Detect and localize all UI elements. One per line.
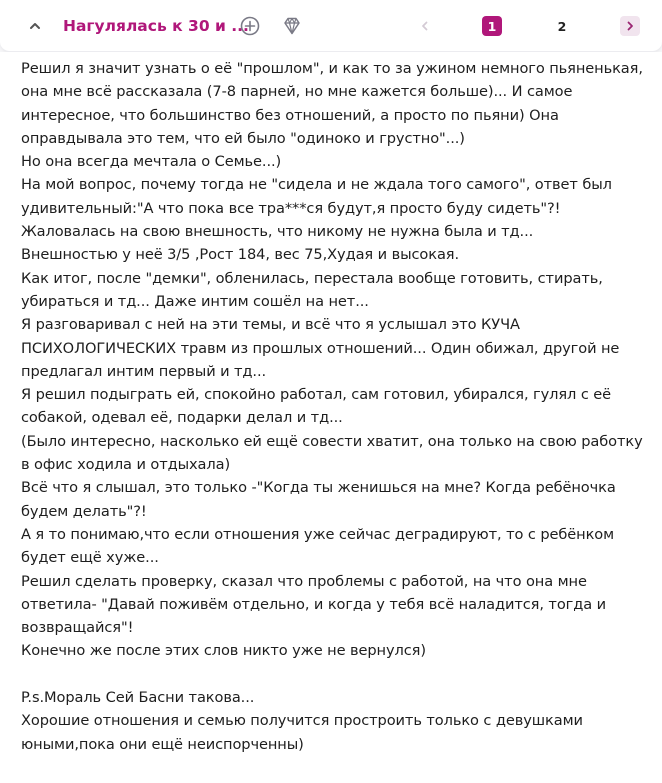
post-content <box>0 52 662 783</box>
text-line: будет ещё хуже... <box>21 549 159 567</box>
text-line: она мне всё рассказала (7-8 парней, но мне кажется больше)... И самое <box>21 83 573 101</box>
text-line: юными,пока они ещё неиспорченны) <box>21 735 304 753</box>
blank-line <box>21 663 649 686</box>
diamond-icon <box>281 15 303 37</box>
text-line: будем делать"?! <box>21 502 147 520</box>
text-line: убираться и тд... Даже интим сошёл на нет... <box>21 292 369 310</box>
text-line: На мой вопрос, почему тогда не "сидела и не ждала того самого", ответ был <box>21 176 612 194</box>
text-line: P.s.Мораль Сей Басни такова... <box>21 689 255 707</box>
text-line: Как итог, после "демки", обленилась, перестала вообще готовить, стирать, <box>21 269 603 287</box>
text-line: Внешностью у неё 3/5 ,Рост 184, вес 75,Худая и высокая. <box>21 246 460 264</box>
text-line: А я то понимаю,что если отношения уже сейчас деградируют, то с ребёнком <box>21 525 615 543</box>
text-line: в офис ходила и отдыхала) <box>21 456 231 474</box>
text-line: Хорошие отношения и семью получится простроить только с девушками <box>21 712 583 730</box>
text-line: Я разговаривал с ней на эти темы, и всё что я услышал это КУЧА <box>21 316 520 334</box>
chevron-left-icon <box>419 20 431 32</box>
text-line: Решил сделать проверку, сказал что проблемы с работой, на что она мне <box>21 572 587 590</box>
text-line: Всё что я слышал, это только -"Когда ты женишься на мне? Когда ребёночка <box>21 479 616 497</box>
text-line: предлагал интим первый и тд... <box>21 362 267 380</box>
add-button[interactable] <box>238 14 262 38</box>
text-line: оправдывала это тем, что ей было "одиноко и грустно"...) <box>21 129 465 147</box>
text-line: ответила- "Давай поживём отдельно, и когда у тебя всё наладится, тогда и <box>21 595 606 613</box>
text-line: Конечно же после этих слов никто уже не вернулся) <box>21 642 426 660</box>
chevron-right-icon <box>624 20 636 32</box>
text-line: (Было интересно, насколько ей ещё совести хватит, она только на свою работку <box>21 432 643 450</box>
prev-page-button[interactable] <box>415 16 435 36</box>
page-1-button[interactable]: 1 <box>482 16 502 36</box>
post-body <box>21 57 649 756</box>
text-line: Я решил подыграть ей, спокойно работал, сам готовил, убирался, гулял с её <box>21 386 612 404</box>
text-line: удивительный:"А что пока все тра***ся будут,я просто буду сидеть"?! <box>21 199 561 217</box>
text-line: собакой, одевал её, подарки делал и тд... <box>21 409 343 427</box>
text-line: ПСИХОЛОГИЧЕСКИХ травм из прошлых отношений... Один обижал, другой не <box>21 339 620 357</box>
text-line: Решил я значит узнать о её "прошлом", и как то за ужином немного пьяненькая, <box>21 60 643 77</box>
plus-circle-icon <box>239 15 261 37</box>
collapse-button[interactable] <box>24 15 46 37</box>
text-line: возвращайся"! <box>21 619 134 637</box>
premium-button[interactable] <box>280 14 304 38</box>
post-title[interactable]: Нагулялась к 30 и ... <box>63 17 249 35</box>
text-line: интересное, что большинство без отношений, а просто по пьяни) Она <box>21 106 559 124</box>
next-page-button[interactable] <box>620 16 640 36</box>
text-line: Жаловалась на свою внешность, что никому не нужна была и тд... <box>21 223 534 241</box>
page-2-button[interactable]: 2 <box>557 18 567 34</box>
post-header <box>0 0 662 52</box>
chevron-up-icon <box>28 19 42 33</box>
text-line: Но она всегда мечтала о Семье...) <box>21 153 282 171</box>
